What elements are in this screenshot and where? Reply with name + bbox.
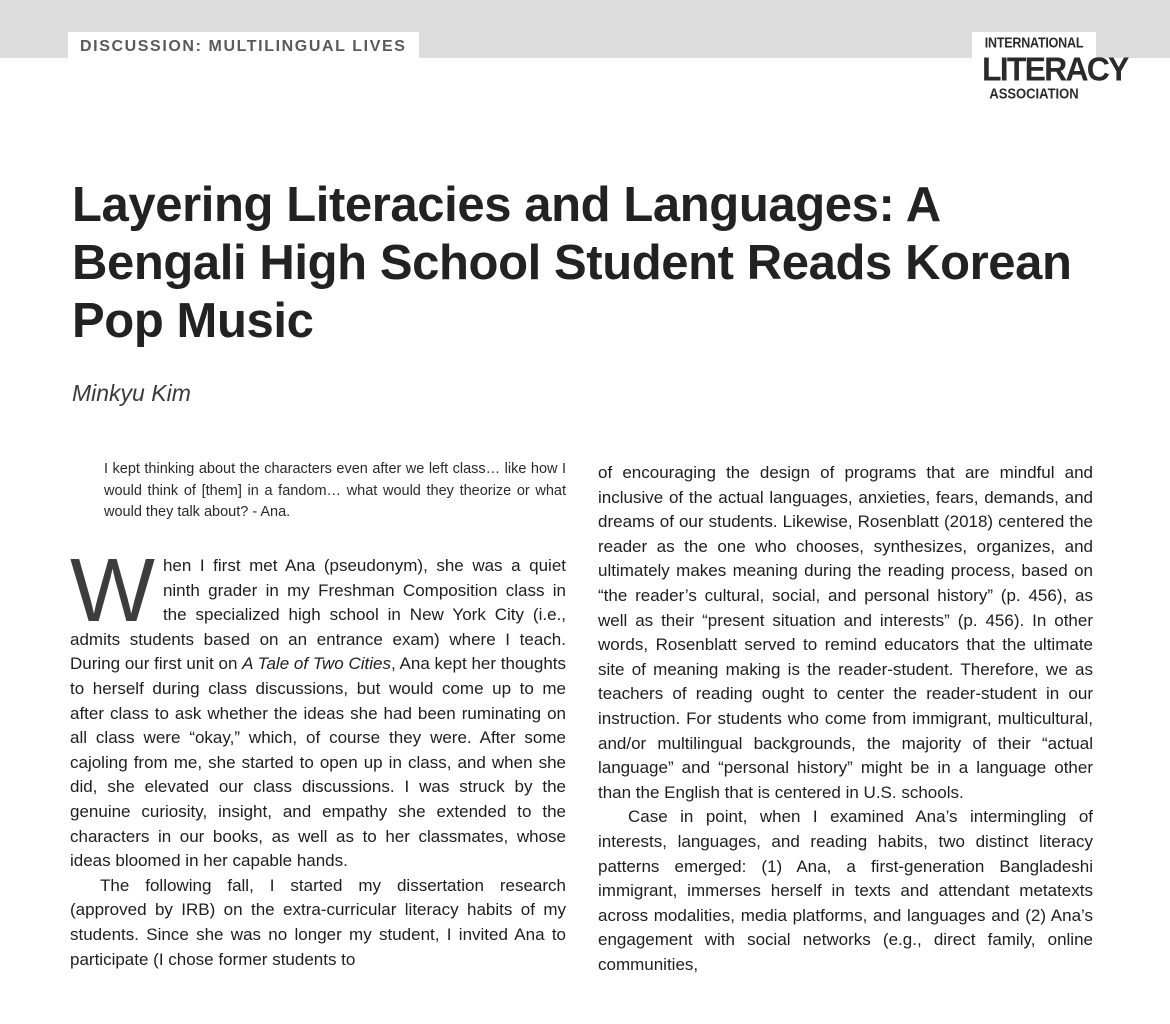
right-column [598,461,1093,977]
section-tag: DISCUSSION: MULTILINGUAL LIVES [68,32,419,64]
ila-logo [982,34,1128,102]
right-paragraph-2: Case in point, when I examined Ana’s intermingling of interests, languages, and reading habits, two distinct literacy patterns emerged: (1) Ana, a first-generation Bangladeshi immigrant, immerses herself in texts and attendant metatexts across modalities, media platforms, and languages and (2) Ana’s engagement with social networks (e.g., direct family, online communities, [598,807,1093,974]
logo-line-international: INTERNATIONAL [984,34,1084,52]
left-paragraph-1-text-b: , Ana kept her thoughts to herself during class discussions, but would come up to me after class to ask whether the ideas she had been ruminating on all class were “okay,” which, of course they were. After some cajoling from me, she started to open up in class, and when she did, she elevated our class discussions. I was struck by the genuine curiosity, insight, and empathy she extended to the characters in our books, as well as to her classmates, whose ideas bloomed in her capable hands. [70,654,566,871]
article-author: Minkyu Kim [72,380,191,406]
left-column [70,541,566,972]
book-title: A Tale of Two Cities [242,654,391,674]
article-title: Layering Literacies and Languages: A Bengali High School Student Reads Korean Pop Music [72,178,1072,348]
left-paragraph-2: The following fall, I started my dissertation research (approved by IRB) on the extra-curricular literacy habits of my students. Since she was no longer my student, I invited Ana to participate (I chose former students to [70,875,566,969]
logo-line-association: ASSOCIATION [989,84,1079,102]
left-paragraph-1 [70,541,566,874]
right-paragraph-1: of encouraging the design of programs that are mindful and inclusive of the actual languages, anxieties, fears, demands, and dreams of our students. Likewise, Rosenblatt (2018) centered the reader as the one who chooses, synthesizes, organizes, and ultimately makes meaning during the reading process, based on “the reader’s cultural, social, and personal history” (p. 456), as well as their “present situation and interests” (p. 456). In other words, Rosenblatt served to remind educators that the ultimate site of meaning making is the reader-student. Therefore, we as teachers of reading ought to center the reader-student in our instruction. For students who come from immigrant, multicultural, and/or multilingual backgrounds, the majority of their “actual language” and “personal history” might be in a language other than the English that is centered in U.S. schools. [598,463,1093,802]
epigraph: I kept thinking about the characters even after we left class… like how I would think of [them] in a fandom… what would they theorize or what would they talk about? - Ana. [104,461,566,520]
drop-cap: W [70,541,155,641]
left-paragraph-1-text-a: hen I first met Ana (pseudonym), she was a quiet ninth grader in my Freshman Composition class in the specialized high school in New York City (i.e., admits students based on an entrance exam) where I teach. During our first unit on [70,556,566,674]
logo-line-literacy: LITERACY [982,49,1128,88]
